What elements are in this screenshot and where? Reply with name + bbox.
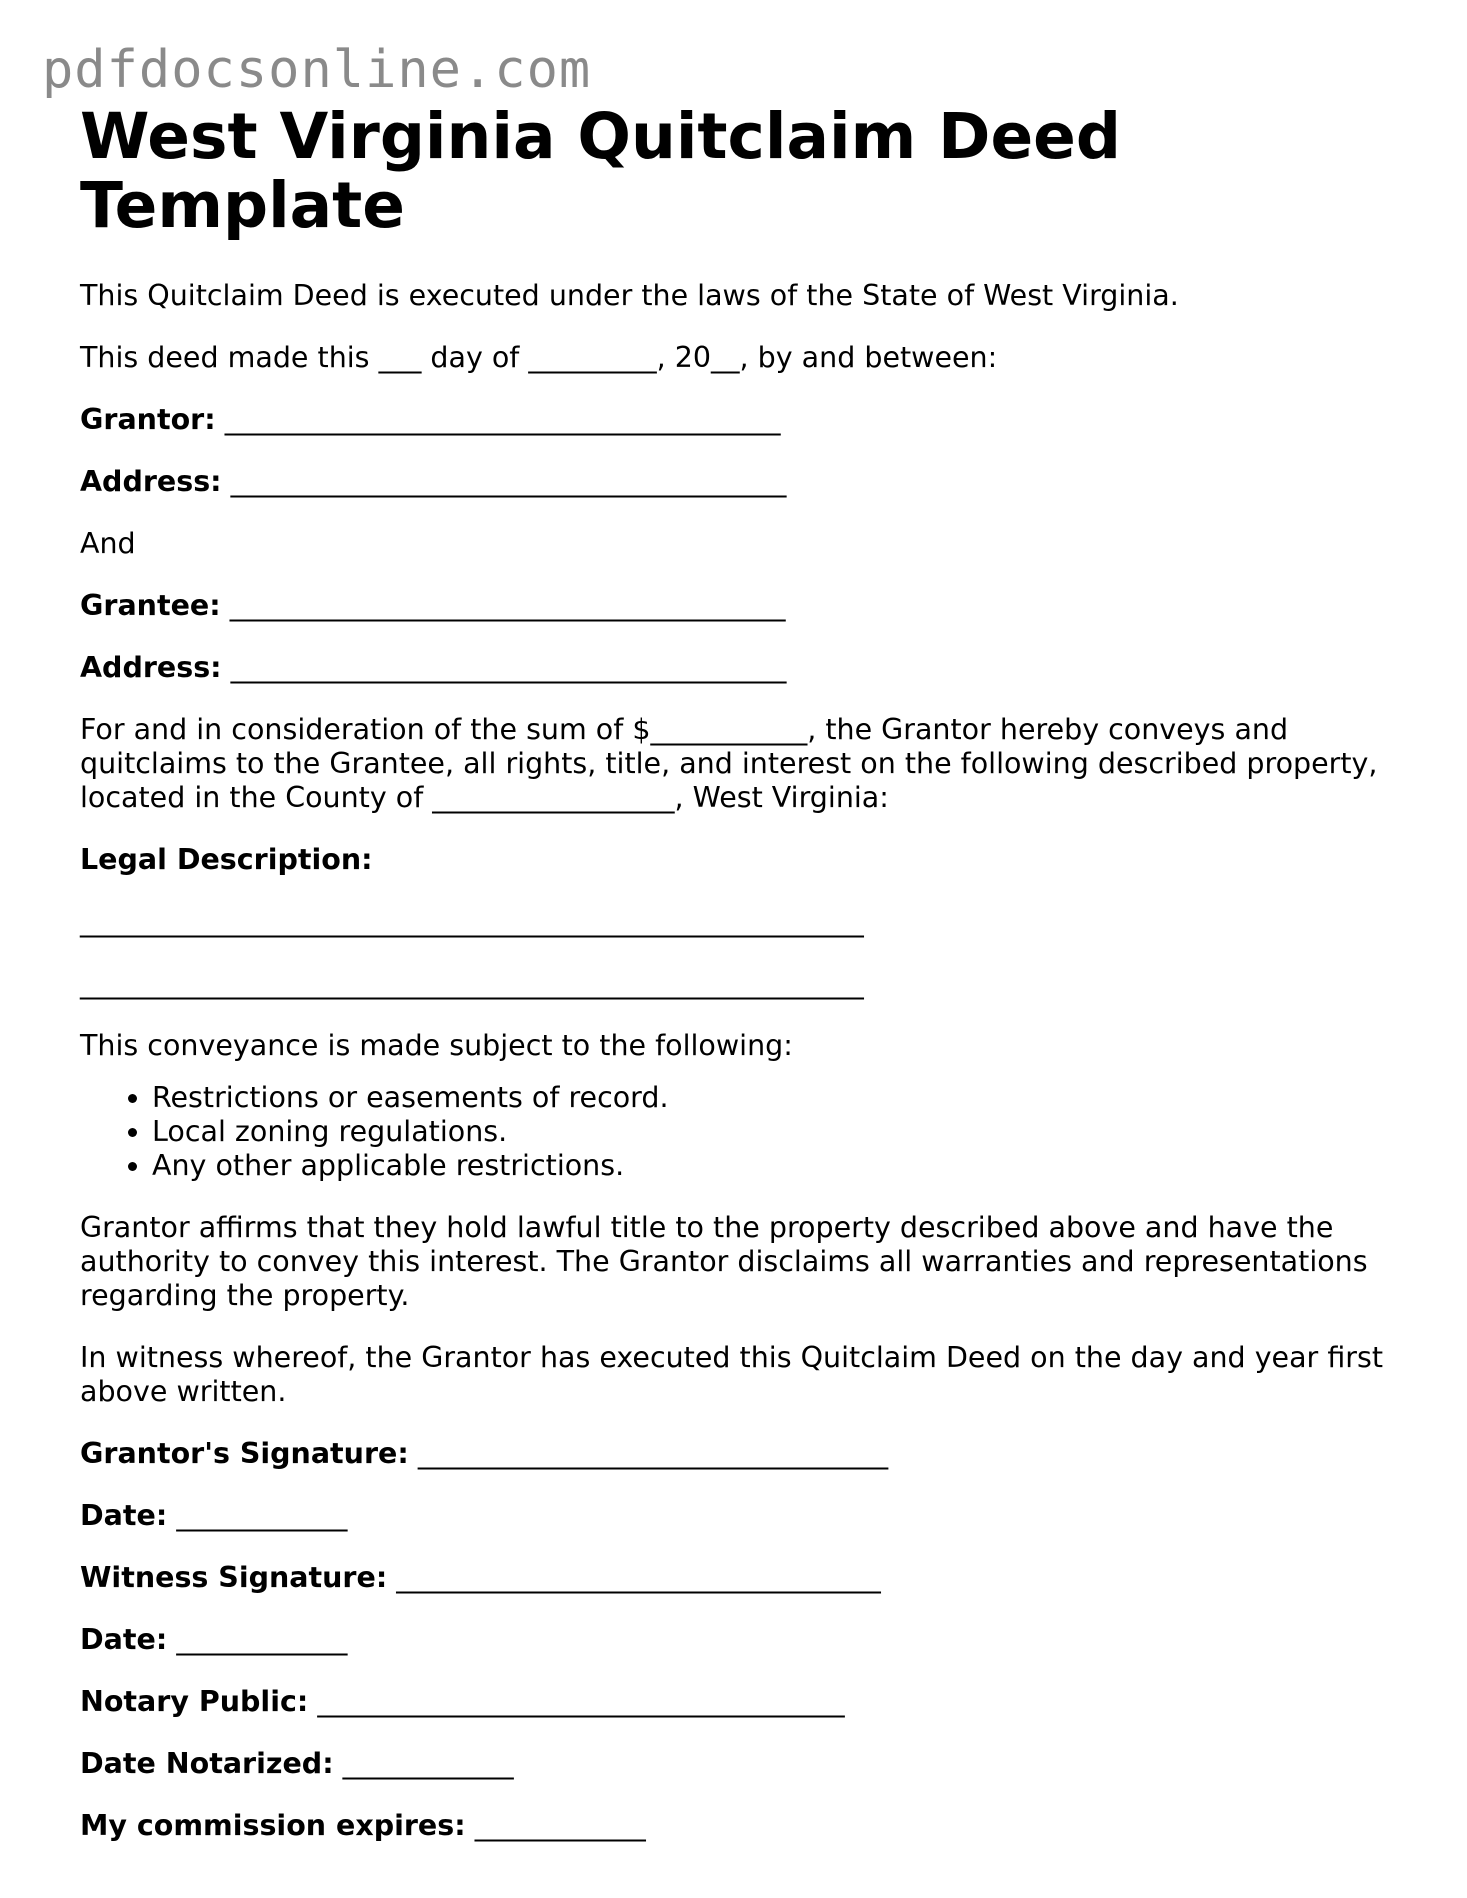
grantor-field[interactable] [80,403,1400,437]
signature-blank[interactable]: _________________________________ [417,1436,889,1470]
grantor-date-field[interactable] [80,1499,1400,1533]
list-item: • Restrictions or easements of record. [152,1081,1400,1115]
notary-public-field[interactable] [80,1685,1400,1719]
grantor-address-field[interactable] [80,465,1400,499]
witness-signature-field[interactable] [80,1561,1400,1595]
list-item: • Any other applicable restrictions. [152,1149,1400,1183]
grantee-address-field[interactable] [80,651,1400,685]
commission-expires-label: My commission expires: [80,1808,466,1842]
subject-intro-text: This conveyance is made subject to the following: [80,1028,793,1062]
witness-date-field[interactable] [80,1623,1400,1657]
legal-description-lines [80,877,1400,1001]
restrictions-list [80,1081,1400,1183]
date-label: Date: [80,1498,168,1532]
consideration-text: For and in consideration of the sum of $___________, the Grantor hereby conveys and quitclaims to the Grantee, all rights, title, and interest on the following described property, located in the County of _________________, West Virginia: [80,712,1378,814]
watermark: pdfdocsonline.com [42,40,592,100]
notary-label: Notary Public: [80,1684,309,1718]
commission-expires-field[interactable] [80,1809,1400,1843]
grantor-address-label: Address: [80,464,222,498]
page-title: West Virginia Quitclaim Deed Template [80,100,1122,243]
grantee-field[interactable] [80,589,1400,623]
witness-whereof-text: In witness whereof, the Grantor has executed this Quitclaim Deed on the day and year first above written. [80,1340,1384,1408]
grantee-address-label: Address: [80,650,222,684]
date-blank[interactable]: ____________ [176,1498,348,1532]
grantee-blank[interactable]: _______________________________________ [229,588,786,622]
legal-description-label: Legal Description: [80,842,373,876]
signature-label: Witness Signature: [80,1560,388,1594]
legal-description-line[interactable]: _______________________________________________________ [80,966,864,1000]
grantor-signature-field[interactable] [80,1437,1400,1471]
list-item: • Local zoning regulations. [152,1115,1400,1149]
signature-label: Grantor's Signature: [80,1436,409,1470]
affirmation-text: Grantor affirms that they hold lawful title to the property described above and have the authority to convey this interest. The Grantor disclaims all warranties and representations regarding the property. [80,1210,1368,1312]
grantor-address-blank[interactable]: _______________________________________ [230,464,787,498]
date-notarized-label: Date Notarized: [80,1746,334,1780]
date-notarized-blank[interactable]: ____________ [342,1746,514,1780]
date-notarized-field[interactable] [80,1747,1400,1781]
signature-blank[interactable]: __________________________________ [396,1560,881,1594]
date-blank[interactable]: ____________ [176,1622,348,1656]
grantor-blank[interactable]: _______________________________________ [224,402,781,436]
document-page [80,102,1400,1871]
legal-description-line[interactable]: _______________________________________________________ [80,904,864,938]
notary-blank[interactable]: _____________________________________ [317,1684,845,1718]
and-text: And [80,526,136,560]
intro-text: This Quitclaim Deed is executed under the laws of the State of West Virginia. [80,278,1179,312]
grantee-label: Grantee: [80,588,221,622]
commission-expires-blank[interactable]: ____________ [474,1808,646,1842]
date-label: Date: [80,1622,168,1656]
grantor-label: Grantor: [80,402,216,436]
deed-made-text: This deed made this ___ day of _________, 20__, by and between: [80,340,998,374]
grantee-address-blank[interactable]: _______________________________________ [230,650,787,684]
